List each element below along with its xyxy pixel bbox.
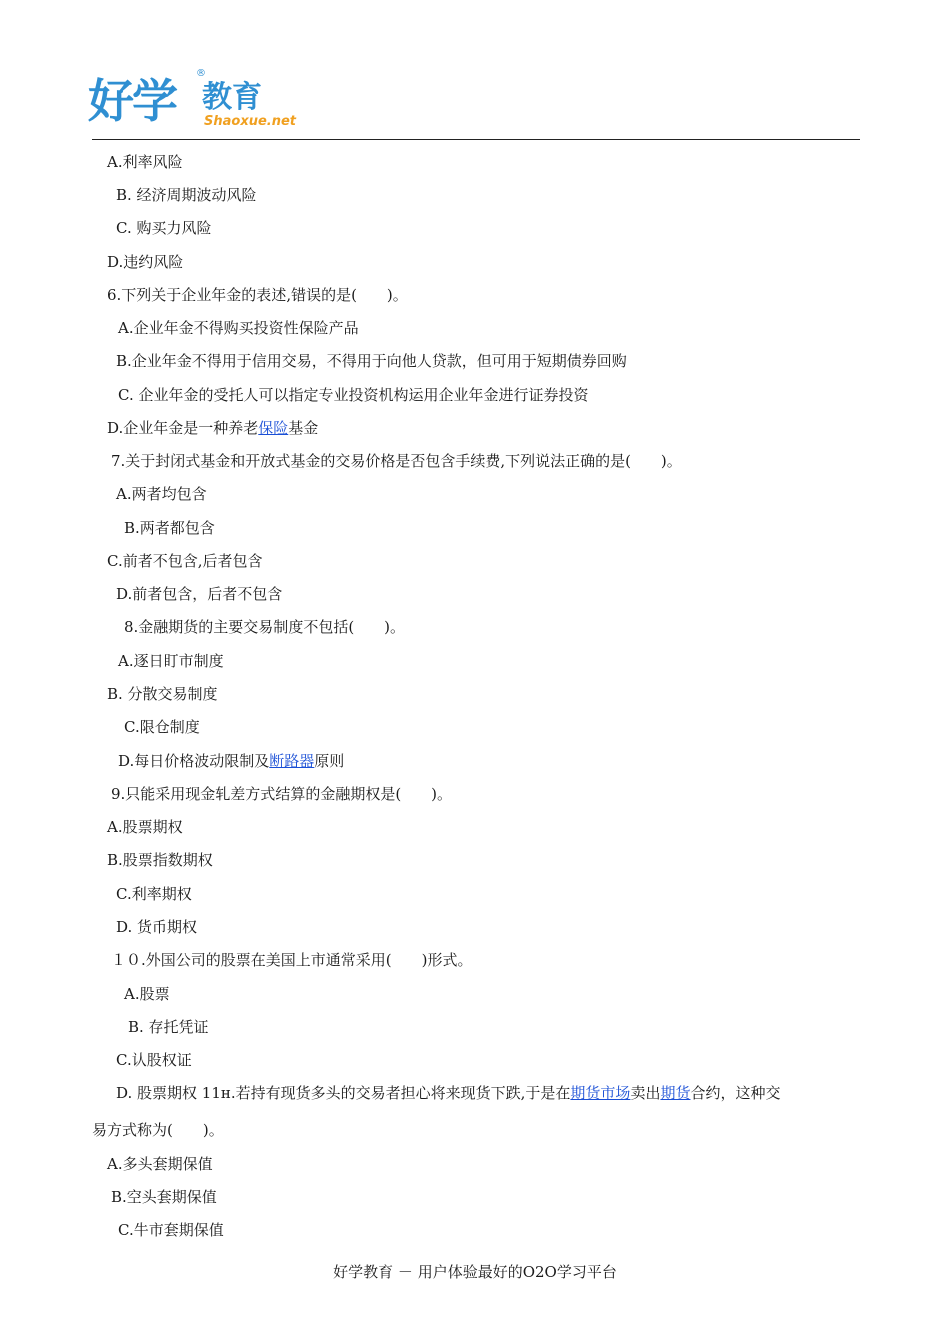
question-line: 9.只能采用现金轧差方式结算的金融期权是( )。	[111, 785, 453, 803]
question-line: 7.关于封闭式基金和开放式基金的交易价格是否包含手续费,下列说法正确的是( )。	[111, 452, 682, 470]
option-line	[107, 418, 318, 438]
option-line: C.利率期权	[116, 885, 192, 903]
option-line: A.股票	[124, 985, 170, 1003]
option-line: B. 分散交易制度	[107, 685, 218, 703]
text-segment: 合约，这种交	[690, 1084, 781, 1102]
option-line	[118, 751, 344, 771]
question-line: 8.金融期货的主要交易制度不包括( )。	[124, 618, 406, 636]
page-header	[0, 0, 950, 142]
text-segment: 原则	[314, 752, 345, 770]
question-line: 易方式称为( )。	[92, 1121, 224, 1139]
option-line: B. 经济周期波动风险	[116, 186, 257, 204]
text-segment: 基金	[288, 419, 319, 437]
option-line: C.牛市套期保值	[118, 1221, 224, 1239]
logo-secondary-text: 教育	[202, 80, 262, 115]
option-line: C.限仓制度	[124, 718, 200, 736]
option-line: A.企业年金不得购买投资性保险产品	[118, 319, 359, 337]
link-futures[interactable]: 期货	[660, 1084, 691, 1102]
logo-main-text: 好学	[88, 74, 176, 128]
option-line: B. 存托凭证	[128, 1018, 209, 1036]
link-circuit-breaker[interactable]: 断路器	[269, 752, 315, 770]
option-line: D. 货币期权	[116, 918, 198, 936]
logo-domain-text: Shaoxue.net	[204, 114, 297, 129]
text-segment: D.每日价格波动限制及	[118, 752, 270, 770]
option-line: A.股票期权	[107, 818, 183, 836]
option-line: B.企业年金不得用于信用交易，不得用于向他人贷款，但可用于短期债券回购	[116, 352, 627, 370]
text-segment: D.企业年金是一种养老	[107, 419, 259, 437]
option-line: B.空头套期保值	[111, 1188, 217, 1206]
text-segment: D. 股票期权 11ʜ.若持有现货多头的交易者担心将来现货下跌,于是在	[116, 1084, 571, 1102]
page-footer: 好学教育 － 用户体验最好的O2O学习平台	[333, 1263, 617, 1281]
option-line: A.利率风险	[107, 153, 183, 171]
registered-mark: ®	[196, 68, 206, 79]
question-line: 6.下列关于企业年金的表述,错误的是( )。	[107, 286, 408, 304]
option-line: D.违约风险	[107, 253, 184, 271]
option-line: C.前者不包含,后者包含	[107, 552, 263, 570]
option-line: B.股票指数期权	[107, 851, 213, 869]
option-line: B.两者都包含	[124, 519, 215, 537]
question-line	[116, 1083, 780, 1103]
option-line: C. 购买力风险	[116, 219, 212, 237]
option-line: D.前者包含，后者不包含	[116, 585, 283, 603]
text-segment: 卖出	[630, 1084, 661, 1102]
link-insurance[interactable]: 保险	[258, 419, 289, 437]
option-line: C. 企业年金的受托人可以指定专业投资机构运用企业年金进行证券投资	[118, 386, 589, 404]
option-line: A.逐日盯市制度	[118, 652, 224, 670]
option-line: A.两者均包含	[116, 485, 207, 503]
header-divider	[92, 139, 860, 140]
logo[interactable]	[88, 66, 297, 140]
option-line: C.认股权证	[116, 1051, 192, 1069]
question-line: １０.外国公司的股票在美国上市通常采用( )形式。	[111, 951, 473, 969]
option-line: A.多头套期保值	[107, 1155, 213, 1173]
link-futures-market[interactable]: 期货市场	[570, 1084, 631, 1102]
